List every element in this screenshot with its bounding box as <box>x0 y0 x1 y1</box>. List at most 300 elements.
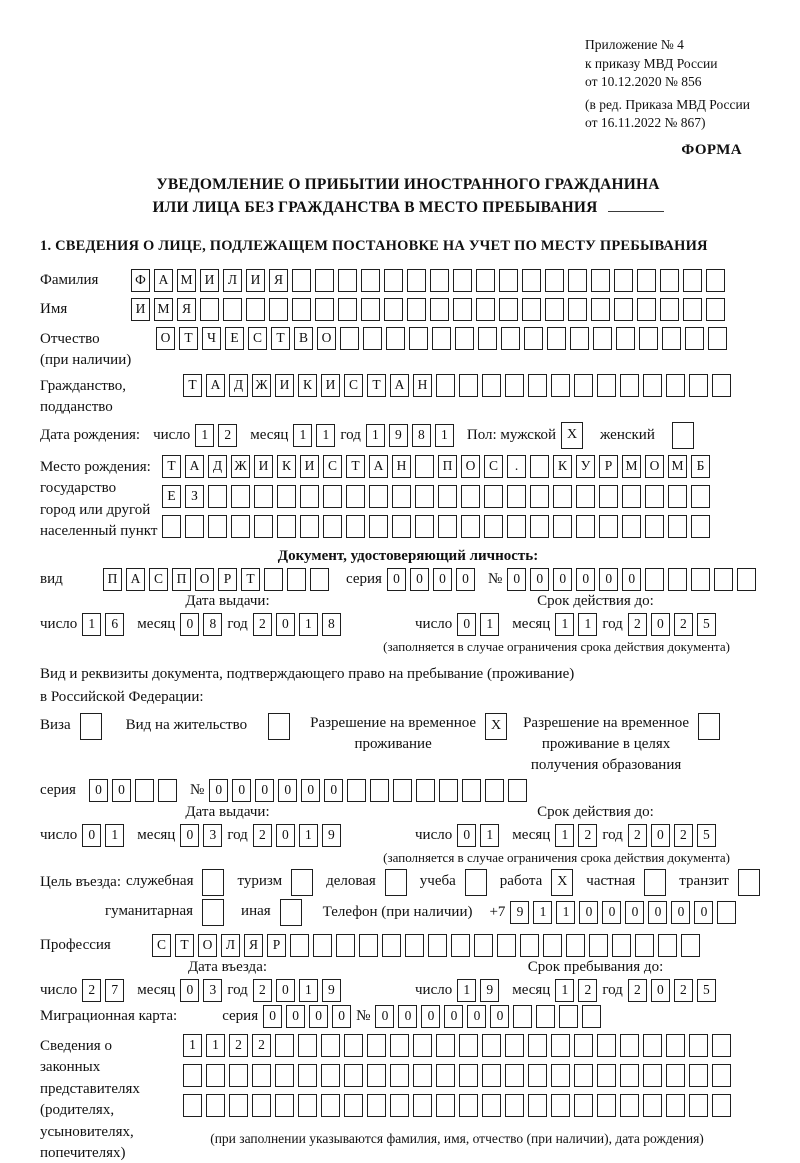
char-box[interactable]: А <box>369 455 388 478</box>
char-box[interactable] <box>666 1034 685 1057</box>
char-box[interactable] <box>520 934 539 957</box>
char-box[interactable] <box>367 1094 386 1117</box>
char-box[interactable] <box>660 298 679 321</box>
char-box[interactable]: 2 <box>674 979 693 1002</box>
char-box[interactable]: М <box>668 455 687 478</box>
char-box[interactable]: Т <box>179 327 198 350</box>
char-box[interactable] <box>689 1094 708 1117</box>
char-box[interactable]: Я <box>244 934 263 957</box>
char-box[interactable]: 0 <box>602 901 621 924</box>
char-box[interactable] <box>672 422 694 449</box>
char-box[interactable]: 5 <box>697 613 716 636</box>
char-box[interactable]: О <box>461 455 480 478</box>
char-box[interactable] <box>543 934 562 957</box>
char-box[interactable] <box>231 485 250 508</box>
char-box[interactable]: 2 <box>578 979 597 1002</box>
char-box[interactable] <box>737 568 756 591</box>
char-box[interactable] <box>484 515 503 538</box>
char-box[interactable]: Ж <box>231 455 250 478</box>
char-box[interactable] <box>484 485 503 508</box>
char-box[interactable]: С <box>152 934 171 957</box>
char-box[interactable] <box>223 298 242 321</box>
char-box[interactable] <box>367 1064 386 1087</box>
char-box[interactable]: 1 <box>480 824 499 847</box>
char-box[interactable]: 0 <box>433 568 452 591</box>
char-box[interactable]: 1 <box>293 424 312 447</box>
char-box[interactable] <box>407 269 426 292</box>
char-box[interactable]: С <box>484 455 503 478</box>
char-box[interactable] <box>559 1005 578 1028</box>
char-box[interactable] <box>461 515 480 538</box>
char-box[interactable]: 1 <box>480 613 499 636</box>
char-box[interactable]: П <box>103 568 122 591</box>
char-box[interactable] <box>620 374 639 397</box>
char-box[interactable] <box>622 485 641 508</box>
char-box[interactable]: 2 <box>674 824 693 847</box>
char-box[interactable]: О <box>645 455 664 478</box>
char-box[interactable] <box>666 374 685 397</box>
char-box[interactable]: 0 <box>309 1005 328 1028</box>
char-box[interactable] <box>346 485 365 508</box>
char-box[interactable] <box>597 1034 616 1057</box>
char-box[interactable] <box>430 269 449 292</box>
char-box[interactable] <box>691 568 710 591</box>
char-box[interactable]: А <box>206 374 225 397</box>
char-box[interactable] <box>582 1005 601 1028</box>
char-box[interactable] <box>497 934 516 957</box>
char-box[interactable] <box>290 934 309 957</box>
char-box[interactable] <box>622 515 641 538</box>
char-box[interactable] <box>528 1094 547 1117</box>
char-box[interactable] <box>369 515 388 538</box>
char-box[interactable]: . <box>507 455 526 478</box>
char-box[interactable] <box>591 298 610 321</box>
char-box[interactable] <box>599 485 618 508</box>
char-box[interactable] <box>698 713 720 740</box>
char-box[interactable] <box>340 327 359 350</box>
char-box[interactable] <box>658 934 677 957</box>
char-box[interactable] <box>300 485 319 508</box>
char-box[interactable] <box>382 934 401 957</box>
char-box[interactable] <box>530 515 549 538</box>
char-box[interactable] <box>461 485 480 508</box>
char-box[interactable]: 1 <box>457 979 476 1002</box>
char-box[interactable] <box>574 1094 593 1117</box>
char-box[interactable] <box>683 269 702 292</box>
char-box[interactable]: 0 <box>421 1005 440 1028</box>
char-box[interactable] <box>574 374 593 397</box>
char-box[interactable]: 2 <box>674 613 693 636</box>
char-box[interactable] <box>291 869 313 896</box>
char-box[interactable] <box>637 269 656 292</box>
char-box[interactable]: А <box>390 374 409 397</box>
char-box[interactable] <box>683 298 702 321</box>
char-box[interactable] <box>616 327 635 350</box>
char-box[interactable] <box>505 1094 524 1117</box>
char-box[interactable] <box>409 327 428 350</box>
char-box[interactable] <box>344 1034 363 1057</box>
char-box[interactable]: 0 <box>507 568 526 591</box>
char-box[interactable] <box>662 327 681 350</box>
char-box[interactable]: К <box>298 374 317 397</box>
char-box[interactable]: И <box>321 374 340 397</box>
char-box[interactable] <box>528 1034 547 1057</box>
char-box[interactable]: 2 <box>82 979 101 1002</box>
char-box[interactable] <box>660 269 679 292</box>
char-box[interactable]: Т <box>241 568 260 591</box>
char-box[interactable]: 1 <box>183 1034 202 1057</box>
char-box[interactable]: 0 <box>457 824 476 847</box>
char-box[interactable] <box>361 298 380 321</box>
char-box[interactable] <box>208 485 227 508</box>
char-box[interactable]: А <box>185 455 204 478</box>
char-box[interactable] <box>369 485 388 508</box>
char-box[interactable]: Т <box>175 934 194 957</box>
char-box[interactable] <box>298 1064 317 1087</box>
char-box[interactable]: 0 <box>112 779 131 802</box>
char-box[interactable] <box>392 485 411 508</box>
char-box[interactable]: Т <box>367 374 386 397</box>
char-box[interactable]: 0 <box>89 779 108 802</box>
char-box[interactable] <box>528 1064 547 1087</box>
char-box[interactable]: Т <box>162 455 181 478</box>
char-box[interactable]: 0 <box>180 613 199 636</box>
char-box[interactable] <box>574 1064 593 1087</box>
char-box[interactable] <box>321 1094 340 1117</box>
char-box[interactable]: Ч <box>202 327 221 350</box>
char-box[interactable]: Ж <box>252 374 271 397</box>
char-box[interactable] <box>413 1064 432 1087</box>
char-box[interactable]: Я <box>269 269 288 292</box>
char-box[interactable] <box>323 515 342 538</box>
char-box[interactable]: О <box>198 934 217 957</box>
char-box[interactable] <box>536 1005 555 1028</box>
char-box[interactable] <box>712 374 731 397</box>
char-box[interactable]: Е <box>225 327 244 350</box>
char-box[interactable]: 1 <box>556 901 575 924</box>
char-box[interactable] <box>668 485 687 508</box>
char-box[interactable]: 0 <box>599 568 618 591</box>
char-box[interactable]: 0 <box>276 979 295 1002</box>
char-box[interactable]: М <box>154 298 173 321</box>
char-box[interactable]: П <box>438 455 457 478</box>
char-box[interactable]: 0 <box>622 568 641 591</box>
char-box[interactable] <box>277 485 296 508</box>
char-box[interactable] <box>428 934 447 957</box>
char-box[interactable]: 8 <box>322 613 341 636</box>
char-box[interactable] <box>298 1034 317 1057</box>
char-box[interactable]: Б <box>691 455 710 478</box>
char-box[interactable] <box>482 1094 501 1117</box>
char-box[interactable] <box>505 1034 524 1057</box>
char-box[interactable] <box>706 298 725 321</box>
char-box[interactable] <box>183 1094 202 1117</box>
char-box[interactable] <box>620 1064 639 1087</box>
char-box[interactable] <box>474 934 493 957</box>
char-box[interactable] <box>336 934 355 957</box>
char-box[interactable] <box>229 1094 248 1117</box>
char-box[interactable] <box>513 1005 532 1028</box>
char-box[interactable]: 0 <box>180 979 199 1002</box>
char-box[interactable]: X <box>485 713 507 740</box>
char-box[interactable] <box>208 515 227 538</box>
char-box[interactable]: 0 <box>286 1005 305 1028</box>
char-box[interactable] <box>436 1034 455 1057</box>
char-box[interactable]: С <box>323 455 342 478</box>
char-box[interactable]: О <box>195 568 214 591</box>
char-box[interactable] <box>202 869 224 896</box>
char-box[interactable]: И <box>275 374 294 397</box>
char-box[interactable] <box>439 779 458 802</box>
char-box[interactable]: 0 <box>410 568 429 591</box>
char-box[interactable]: 0 <box>276 613 295 636</box>
char-box[interactable]: 0 <box>276 824 295 847</box>
char-box[interactable] <box>708 327 727 350</box>
char-box[interactable] <box>553 515 572 538</box>
char-box[interactable] <box>277 515 296 538</box>
char-box[interactable]: Р <box>267 934 286 957</box>
char-box[interactable] <box>668 568 687 591</box>
char-box[interactable]: Я <box>177 298 196 321</box>
char-box[interactable]: 0 <box>301 779 320 802</box>
char-box[interactable] <box>158 779 177 802</box>
char-box[interactable] <box>416 779 435 802</box>
char-box[interactable]: 2 <box>628 613 647 636</box>
char-box[interactable] <box>522 298 541 321</box>
char-box[interactable] <box>668 515 687 538</box>
char-box[interactable]: 9 <box>480 979 499 1002</box>
char-box[interactable]: 2 <box>578 824 597 847</box>
char-box[interactable] <box>566 934 585 957</box>
char-box[interactable] <box>645 515 664 538</box>
char-box[interactable]: 2 <box>253 613 272 636</box>
char-box[interactable] <box>254 515 273 538</box>
char-box[interactable]: 0 <box>490 1005 509 1028</box>
char-box[interactable] <box>338 269 357 292</box>
char-box[interactable] <box>553 485 572 508</box>
char-box[interactable] <box>321 1064 340 1087</box>
char-box[interactable] <box>551 1034 570 1057</box>
char-box[interactable] <box>597 1094 616 1117</box>
char-box[interactable] <box>576 485 595 508</box>
char-box[interactable] <box>530 485 549 508</box>
char-box[interactable] <box>275 1064 294 1087</box>
char-box[interactable]: 0 <box>671 901 690 924</box>
char-box[interactable] <box>712 1094 731 1117</box>
char-box[interactable]: 1 <box>533 901 552 924</box>
char-box[interactable] <box>666 1064 685 1087</box>
char-box[interactable]: 1 <box>299 979 318 1002</box>
char-box[interactable]: 0 <box>467 1005 486 1028</box>
char-box[interactable]: Т <box>346 455 365 478</box>
char-box[interactable] <box>436 374 455 397</box>
char-box[interactable] <box>681 934 700 957</box>
char-box[interactable] <box>287 568 306 591</box>
char-box[interactable] <box>528 374 547 397</box>
char-box[interactable] <box>689 1034 708 1057</box>
char-box[interactable] <box>275 1034 294 1057</box>
char-box[interactable] <box>206 1094 225 1117</box>
char-box[interactable] <box>551 374 570 397</box>
char-box[interactable]: Н <box>413 374 432 397</box>
char-box[interactable] <box>405 934 424 957</box>
char-box[interactable] <box>415 515 434 538</box>
char-box[interactable] <box>246 298 265 321</box>
char-box[interactable] <box>614 269 633 292</box>
char-box[interactable] <box>453 269 472 292</box>
char-box[interactable]: Д <box>208 455 227 478</box>
char-box[interactable]: 0 <box>255 779 274 802</box>
char-box[interactable] <box>252 1094 271 1117</box>
char-box[interactable]: 1 <box>105 824 124 847</box>
char-box[interactable]: Л <box>223 269 242 292</box>
char-box[interactable] <box>637 298 656 321</box>
char-box[interactable] <box>551 1064 570 1087</box>
char-box[interactable] <box>361 269 380 292</box>
char-box[interactable]: И <box>200 269 219 292</box>
char-box[interactable] <box>436 1094 455 1117</box>
char-box[interactable] <box>185 515 204 538</box>
char-box[interactable] <box>231 515 250 538</box>
char-box[interactable] <box>570 327 589 350</box>
char-box[interactable] <box>597 1064 616 1087</box>
char-box[interactable]: И <box>246 269 265 292</box>
char-box[interactable] <box>347 779 366 802</box>
char-box[interactable]: О <box>156 327 175 350</box>
char-box[interactable]: 1 <box>555 979 574 1002</box>
char-box[interactable]: И <box>300 455 319 478</box>
char-box[interactable]: М <box>622 455 641 478</box>
char-box[interactable] <box>162 515 181 538</box>
char-box[interactable] <box>390 1064 409 1087</box>
char-box[interactable]: Т <box>271 327 290 350</box>
char-box[interactable]: З <box>185 485 204 508</box>
char-box[interactable] <box>639 327 658 350</box>
char-box[interactable]: 9 <box>322 824 341 847</box>
char-box[interactable] <box>313 934 332 957</box>
char-box[interactable] <box>370 779 389 802</box>
char-box[interactable] <box>407 298 426 321</box>
char-box[interactable] <box>507 485 526 508</box>
char-box[interactable] <box>451 934 470 957</box>
char-box[interactable] <box>310 568 329 591</box>
char-box[interactable]: 7 <box>105 979 124 1002</box>
char-box[interactable] <box>315 269 334 292</box>
char-box[interactable] <box>415 485 434 508</box>
char-box[interactable] <box>499 269 518 292</box>
char-box[interactable] <box>505 1064 524 1087</box>
char-box[interactable] <box>593 327 612 350</box>
char-box[interactable]: 2 <box>218 424 237 447</box>
char-box[interactable] <box>714 568 733 591</box>
char-box[interactable] <box>415 455 434 478</box>
char-box[interactable]: 0 <box>457 613 476 636</box>
char-box[interactable]: 3 <box>203 824 222 847</box>
char-box[interactable] <box>505 374 524 397</box>
char-box[interactable]: 0 <box>82 824 101 847</box>
char-box[interactable]: 2 <box>229 1034 248 1057</box>
char-box[interactable]: 1 <box>299 824 318 847</box>
char-box[interactable] <box>344 1064 363 1087</box>
char-box[interactable]: 5 <box>697 979 716 1002</box>
char-box[interactable]: 8 <box>412 424 431 447</box>
char-box[interactable] <box>280 899 302 926</box>
char-box[interactable]: 3 <box>203 979 222 1002</box>
char-box[interactable] <box>691 485 710 508</box>
char-box[interactable] <box>644 869 666 896</box>
char-box[interactable]: Д <box>229 374 248 397</box>
char-box[interactable]: 5 <box>697 824 716 847</box>
char-box[interactable] <box>507 515 526 538</box>
char-box[interactable] <box>462 779 481 802</box>
char-box[interactable]: 1 <box>299 613 318 636</box>
char-box[interactable] <box>643 1034 662 1057</box>
char-box[interactable] <box>269 298 288 321</box>
char-box[interactable]: 1 <box>195 424 214 447</box>
char-box[interactable]: 0 <box>456 568 475 591</box>
char-box[interactable] <box>643 1094 662 1117</box>
char-box[interactable]: В <box>294 327 313 350</box>
char-box[interactable] <box>508 779 527 802</box>
char-box[interactable]: 8 <box>203 613 222 636</box>
char-box[interactable]: А <box>154 269 173 292</box>
char-box[interactable] <box>689 374 708 397</box>
char-box[interactable] <box>620 1034 639 1057</box>
char-box[interactable]: Ф <box>131 269 150 292</box>
char-box[interactable]: 0 <box>375 1005 394 1028</box>
char-box[interactable] <box>530 455 549 478</box>
char-box[interactable] <box>689 1064 708 1087</box>
char-box[interactable]: 1 <box>316 424 335 447</box>
char-box[interactable]: 1 <box>82 613 101 636</box>
char-box[interactable] <box>359 934 378 957</box>
char-box[interactable] <box>717 901 736 924</box>
char-box[interactable] <box>367 1034 386 1057</box>
char-box[interactable]: 0 <box>579 901 598 924</box>
char-box[interactable] <box>298 1094 317 1117</box>
char-box[interactable] <box>80 713 102 740</box>
char-box[interactable] <box>300 515 319 538</box>
char-box[interactable] <box>574 1034 593 1057</box>
char-box[interactable] <box>547 327 566 350</box>
char-box[interactable] <box>323 485 342 508</box>
char-box[interactable] <box>482 374 501 397</box>
char-box[interactable] <box>453 298 472 321</box>
char-box[interactable]: 9 <box>389 424 408 447</box>
char-box[interactable]: Т <box>183 374 202 397</box>
char-box[interactable] <box>202 899 224 926</box>
char-box[interactable] <box>591 269 610 292</box>
char-box[interactable] <box>455 327 474 350</box>
char-box[interactable]: 2 <box>253 824 272 847</box>
char-box[interactable]: А <box>126 568 145 591</box>
char-box[interactable]: С <box>149 568 168 591</box>
char-box[interactable] <box>545 269 564 292</box>
char-box[interactable] <box>384 269 403 292</box>
char-box[interactable]: 1 <box>366 424 385 447</box>
char-box[interactable]: 2 <box>253 979 272 1002</box>
char-box[interactable] <box>321 1034 340 1057</box>
char-box[interactable]: И <box>254 455 273 478</box>
char-box[interactable]: 0 <box>651 824 670 847</box>
char-box[interactable] <box>568 269 587 292</box>
char-box[interactable] <box>706 269 725 292</box>
char-box[interactable] <box>384 298 403 321</box>
char-box[interactable] <box>738 869 760 896</box>
char-box[interactable] <box>135 779 154 802</box>
char-box[interactable] <box>666 1094 685 1117</box>
char-box[interactable] <box>229 1064 248 1087</box>
